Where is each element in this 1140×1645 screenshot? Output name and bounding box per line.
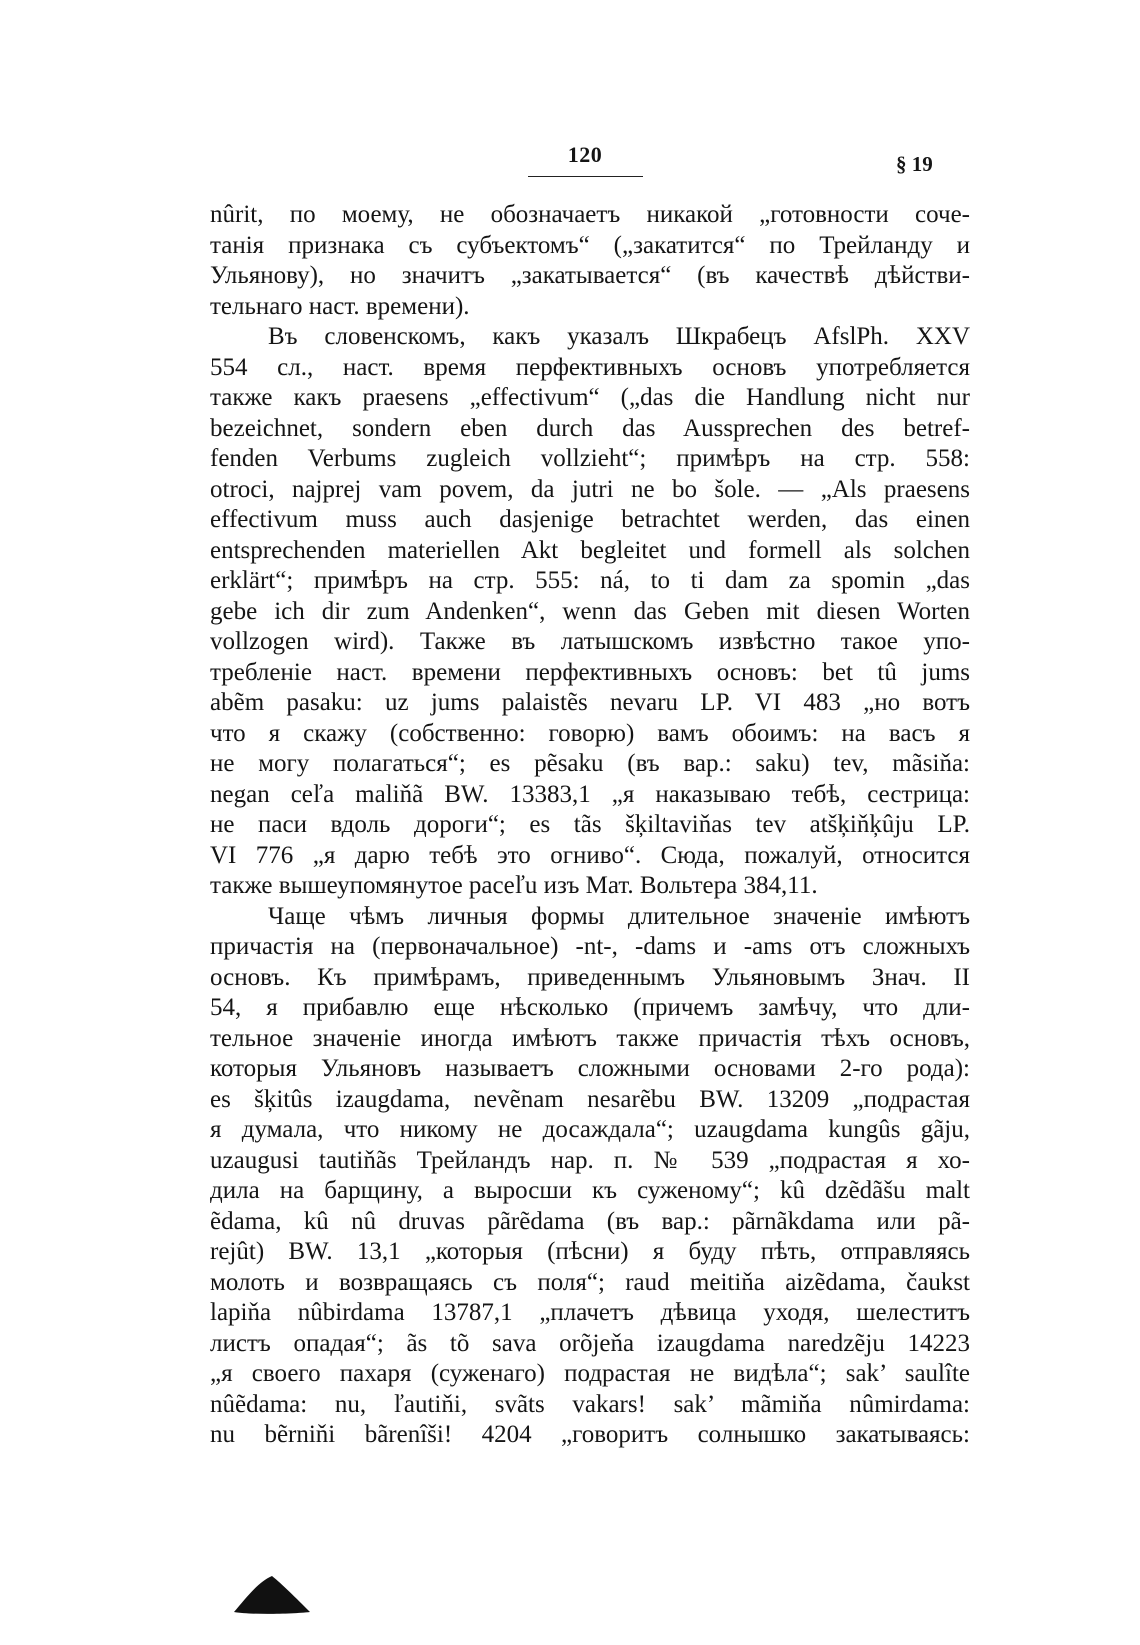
page-header	[0, 142, 1140, 192]
text-line: lapiňa nûbirdama 13787,1 „плачетъ дѣвица уходя, шелеститъ	[210, 1299, 970, 1326]
text-line: также какъ praesens „effectivum“ („das die Handlung nicht nur	[210, 384, 970, 411]
text-line: uzaugusi tautiňãs Трейландъ нар. п. № 539 „подрастая я хо-	[210, 1146, 970, 1174]
section-mark: § 19	[896, 152, 933, 176]
text-line: 554 сл., наст. время перфективныхъ основъ употребляется	[210, 353, 970, 381]
text-line: entsprechenden materiellen Akt begleitet und formell als solchen	[210, 536, 970, 564]
text-line: effectivum muss auch dasjenige betrachtet werden, das einen	[210, 506, 970, 533]
text-line: не паси вдоль дороги“; es tãs šķiltaviňas tev atšķiňķûju LP.	[210, 811, 970, 838]
text-line: тельнаго наст. времени).	[210, 292, 470, 320]
text-line: bezeichnet, sondern eben durch das Aussprechen des betref-	[210, 414, 970, 442]
text-line: причастія на (первоначальное) -nt-, -dams и -ams отъ сложныхъ	[210, 933, 970, 960]
text-line: что я скажу (собственно: говорю) вамъ обоимъ: на васъ я	[210, 719, 970, 747]
text-line: vollzogen wird). Также въ латышскомъ извѣстно такое упо-	[210, 628, 970, 655]
text-line: otroci, najprej vam povem, da jutri ne bo šole. — „Als praesens	[210, 475, 970, 503]
text-line: основъ. Къ примѣрамъ, приведеннымъ Ульяновымъ Знач. II	[210, 963, 970, 991]
text-line: ẽdama, kû nû druvas pãrẽdama (въ вар.: pãrnãkdama или pã-	[210, 1207, 970, 1235]
text-line: молоть и возвращаясь съ поля“; raud meitiňa aizẽdama, čaukst	[210, 1268, 970, 1296]
text-line: листъ опадая“; ãs tõ sava orõjeňa izaugdama naredzẽju 14223	[210, 1329, 970, 1357]
text-line: тельное значеніе иногда имѣютъ также причастія тѣхъ основъ,	[210, 1024, 970, 1052]
text-line: также вышеупомянутое paceľu изъ Мат. Вольтера 384,11.	[210, 872, 818, 899]
page-number: 120	[567, 142, 603, 167]
text-line: танія признака съ субъектомъ“ („закатится“ по Трейланду и	[210, 231, 970, 259]
text-line: 54, я прибавлю еще нѣсколько (причемъ замѣчу, что дли-	[210, 994, 970, 1021]
text-line: Ульянову), но значитъ „закатывается“ (въ качествѣ дѣйстви-	[210, 262, 970, 289]
text-line: fenden Verbums zugleich vollzieht“; примѣръ на стр. 558:	[210, 445, 970, 472]
text-line: дила на барщину, а выросши къ суженому“; kû dzẽdãšu malt	[210, 1177, 970, 1204]
text-line: rejût) BW. 13,1 „которыя (пѣсни) я буду пѣть, отправляясь	[210, 1238, 970, 1265]
text-line: которыя Ульяновъ называетъ сложными основами 2-го рода):	[210, 1055, 970, 1082]
text-line: nûẽdama: nu, ľautiňi, svãts vakars! sak’ mãmiňa nûmirdama:	[210, 1390, 970, 1418]
paragraph-start-line: Чаще чѣмъ личныя формы длительное значеніе имѣютъ	[268, 902, 970, 930]
text-line: nûrit, по моему, не обозначаетъ никакой „готовности соче-	[210, 201, 970, 228]
paragraph-start-line: Въ словенскомъ, какъ указалъ Шкрабецъ AfslPh. XXV	[268, 323, 970, 350]
text-line: abẽm pasaku: uz jums palaistẽs nevaru LP. VI 483 „но вотъ	[210, 689, 970, 716]
text-line: не могу полагаться“; es pẽsaku (въ вар.: saku) tev, mãsiňa:	[210, 750, 970, 777]
page-body	[210, 200, 970, 1451]
text-line: nu bẽrniňi bãrenîši! 4204 „говоритъ солнышко закатываясь:	[210, 1421, 970, 1448]
text-line: es šķitûs izaugdama, nevẽnam nesarẽbu BW. 13209 „подрастая	[210, 1085, 970, 1113]
text-line: negan ceľa maliňã BW. 13383,1 „я наказываю тебѣ, сестрица:	[210, 780, 970, 808]
text-line: требленіе наст. времени перфективныхъ основъ: bet tû jums	[210, 658, 970, 686]
text-line: erklärt“; примѣръ на стр. 555: ná, to ti dam za spomin „das	[210, 567, 970, 594]
text-line: VI 776 „я дарю тебѣ это огниво“. Сюда, пожалуй, относится	[210, 841, 970, 869]
ink-blot-decoration	[232, 1568, 312, 1618]
text-line: я думала, что никому не досаждала“; uzaugdama kungûs gãju,	[210, 1116, 970, 1143]
page-number-underline	[528, 176, 643, 177]
text-line: gebe ich dir zum Andenken“, wenn das Geben mit diesen Worten	[210, 597, 970, 625]
text-line: „я своего пахаря (суженаго) подрастая не видѣла“; sak’ saulîte	[210, 1360, 970, 1387]
